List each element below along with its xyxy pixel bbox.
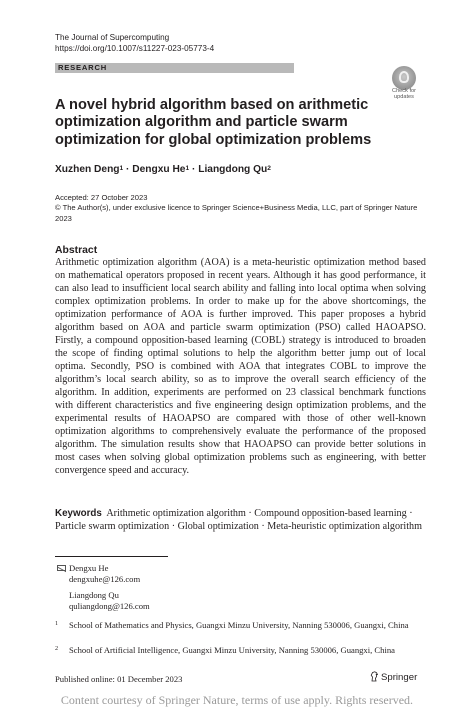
keywords (55, 507, 426, 533)
author-list (55, 163, 271, 176)
affiliation-text: School of Mathematics and Physics, Guangxi Minzu University, Nanning 530006, Guangxi, China (69, 620, 409, 630)
doi-link[interactable]: https://doi.org/10.1007/s11227-023-05773-4 (55, 43, 215, 53)
paper-title: A novel hybrid algorithm based on arithmetic optimization algorithm and particle swarm optimization for global optimization problems (55, 97, 372, 148)
author-affiliation-mark: 1 (185, 165, 190, 172)
springer-horse-icon (370, 671, 379, 682)
contact-name: Liangdong Qu (69, 590, 119, 600)
keywords-text: Arithmetic optimization algorithm · Compound opposition-based learning · Particle swarm optimization · Global optimization · Meta-heuristic optimization algorithm (55, 508, 422, 533)
author-name[interactable]: Liangdong Qu (198, 164, 268, 175)
bookmark-icon (399, 71, 409, 83)
journal-header (55, 33, 214, 54)
published-online-date: Published online: 01 December 2023 (55, 674, 183, 684)
copyright-notice: © The Author(s), under exclusive licence to Springer Science+Business Media, LLC, part of Springer Nature 2023 (55, 203, 418, 223)
section-label: RESEARCH (58, 63, 108, 72)
contact-author (69, 590, 150, 612)
contact-name: Dengxu He (69, 563, 109, 573)
author-name[interactable]: Dengxu He (132, 164, 186, 175)
keywords-label: Keywords (55, 508, 102, 519)
abstract-text: Arithmetic optimization algorithm (AOA) is a meta-heuristic optimization method based on mathematical operators proposed in recent years. Although it has good performance, it can also lead to insufficient local search ability and falling into local optima when solving complex optimization problems. In order to make up for the above shortcomings, the optimization performance of AOA is further improved. This paper proposes a hybrid algorithm based on AOA and particle swarm optimization (PSO) called HAOAPSO. Firstly, a compound opposition-based learning (COBL) strategy is introduced to broaden the scope of finding optimal solutions to help the algorithm better jump out of local optima. Secondly, PSO is combined with AOA that integrates COBL to improve the algorithm’s local search ability, so as to improve the overall search efficiency of the algorithm. In addition, experiments are performed on 23 classical benchmark functions with different characteristics and five engineering design optimization problems, and the experimental results of HAOAPSO are compared with those of other well-known optimization algorithms to comprehensively evaluate the performance of the proposed algorithm. The simulation results show that HAOAPSO can provide better solutions in most cases when solving global optimization problems such as engineering, with better convergence speed and accuracy. (55, 257, 426, 477)
envelope-icon (57, 565, 66, 571)
contact-author (69, 563, 140, 585)
author-affiliation-mark: 1 (119, 165, 124, 172)
journal-name: The Journal of Supercomputing (55, 33, 170, 42)
publisher-name: Springer (381, 672, 418, 683)
courtesy-watermark: Content courtesy of Springer Nature, terms of use apply. Rights reserved. (60, 693, 414, 707)
affiliation-number: 1 (55, 620, 59, 627)
contact-email[interactable]: dengxuhe@126.com (69, 574, 141, 584)
affiliation-text: School of Artificial Intelligence, Guangxi Minzu University, Nanning 530006, Guangxi, China (69, 645, 395, 655)
affiliation-number: 2 (55, 645, 59, 652)
section-bar (55, 63, 294, 73)
accepted-date: Accepted: 27 October 2023 (55, 193, 148, 202)
footnote-divider (55, 556, 168, 557)
publisher-logo (370, 671, 417, 684)
check-for-updates-badge[interactable] (388, 66, 420, 100)
publication-dates (55, 193, 430, 224)
abstract-heading: Abstract (55, 245, 98, 256)
check-updates-icon (392, 66, 416, 90)
author-affiliation-mark: 2 (267, 165, 271, 172)
author-separator: · (189, 164, 199, 175)
check-updates-line1: Check for (392, 88, 416, 94)
check-updates-line2: updates (394, 94, 414, 100)
author-name[interactable]: Xuzhen Deng (55, 164, 120, 175)
author-separator: · (123, 164, 133, 175)
contact-email[interactable]: quliangdong@126.com (69, 601, 150, 611)
